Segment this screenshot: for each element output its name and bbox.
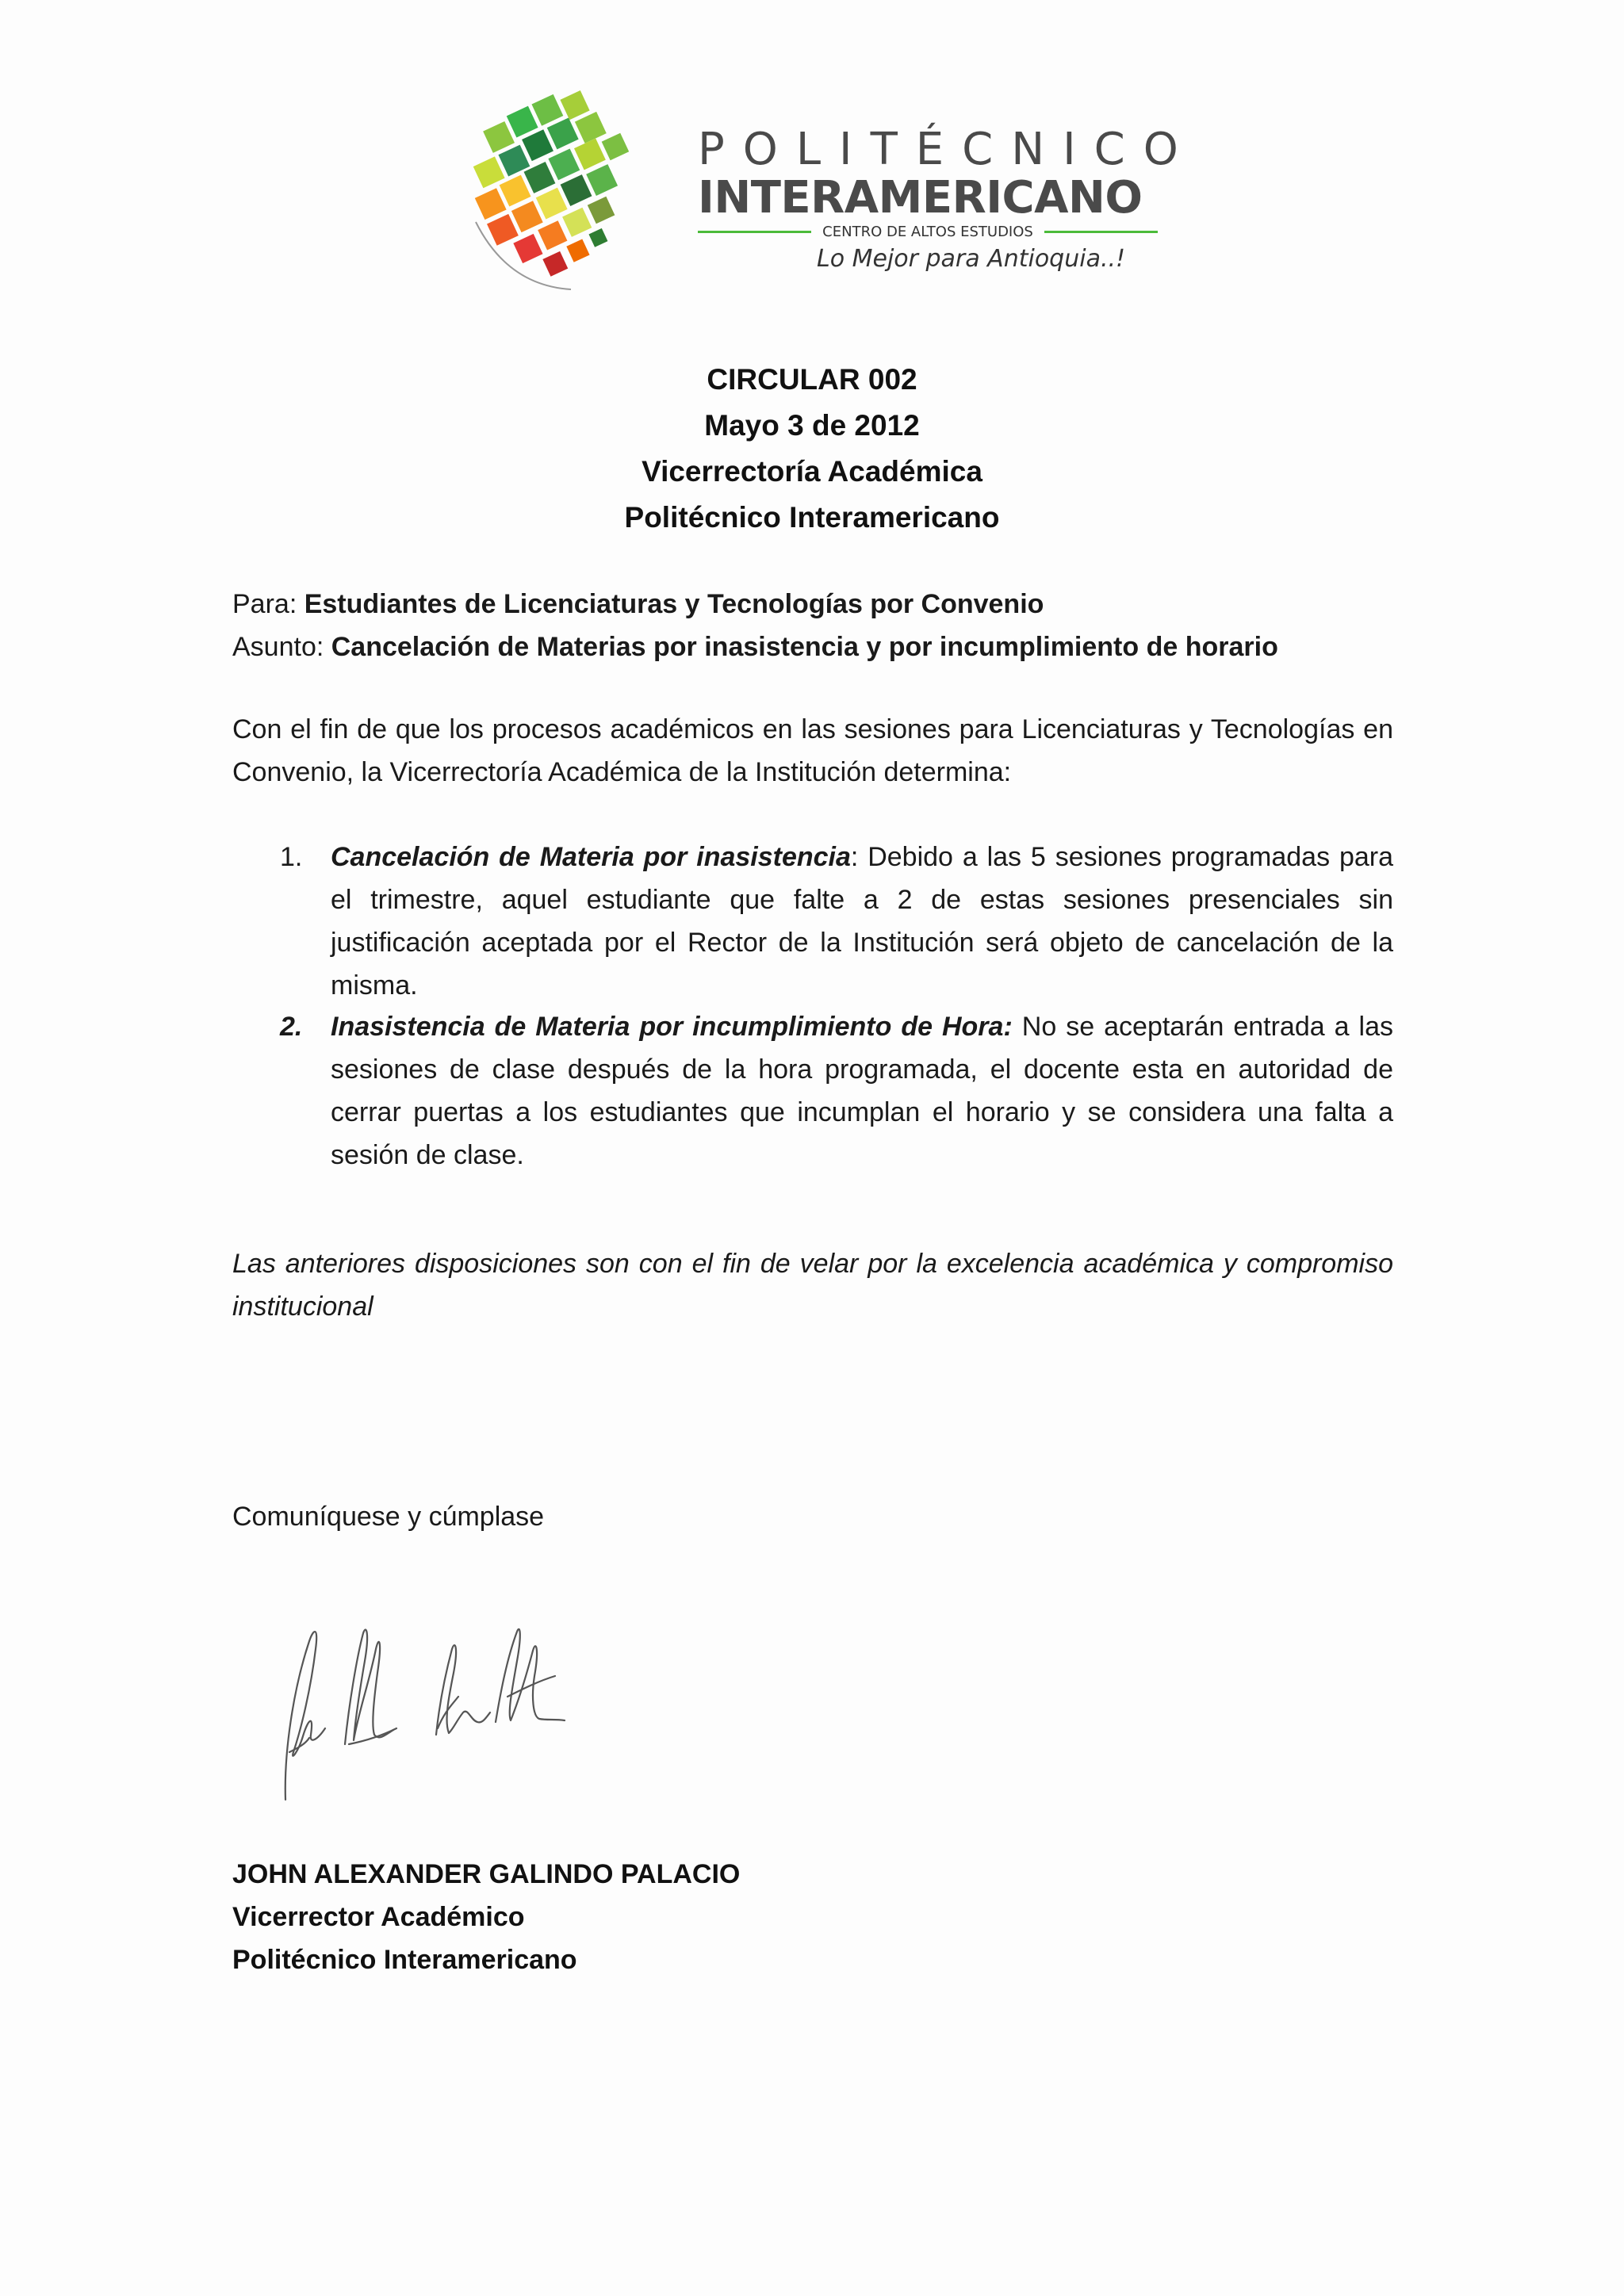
institution-logo — [460, 87, 1197, 301]
item-separator: : — [850, 842, 868, 872]
item-separator — [1013, 1012, 1022, 1042]
brand-subtitle-row — [698, 224, 1158, 240]
addressing-block — [232, 583, 1393, 668]
circular-header — [0, 357, 1624, 541]
item-body: Debido a las 5 sesiones programadas para el trimestre, aquel estudiante que falte a 2 de estas sesiones presenciales sin justificación aceptada por el Rector de la Institución será objeto de cancelación de la misma. — [331, 842, 1393, 1001]
circular-date: Mayo 3 de 2012 — [704, 409, 920, 442]
item-number: 1. — [280, 842, 303, 872]
brand-text — [698, 124, 1197, 273]
item-body: No se aceptarán entrada a las sesiones de clase después de la hora programada, el docente esta en autoridad de cerrar puertas a los estudiantes que incumplan el horario y se considera una falta a sesión de clase. — [331, 1012, 1394, 1170]
item-title: Cancelación de Materia por inasistencia — [331, 842, 851, 872]
issuing-institution: Politécnico Interamericano — [624, 501, 1000, 534]
asunto-label: Asunto: — [232, 632, 331, 662]
globe-logo-icon — [460, 87, 666, 293]
intro-paragraph: Con el fin de que los procesos académicos en las sesiones para Licenciaturas y Tecnologías en Convenio, la Vicerrectoría Académica de la Institución determina: — [232, 714, 1393, 787]
brand-name-line2: INTERAMERICANO — [698, 172, 1143, 224]
brand-subtitle: CENTRO DE ALTOS ESTUDIOS — [822, 224, 1033, 240]
circular-number: CIRCULAR 002 — [707, 363, 917, 396]
closing-statement: Las anteriores disposiciones son con el fin de velar por la excelencia académica y compromiso institucional — [232, 1249, 1393, 1322]
asunto-line — [232, 626, 1393, 668]
signer-name: JOHN ALEXANDER GALINDO PALACIO — [232, 1859, 741, 1889]
brand-name-line1: POLITÉCNICO — [698, 124, 1197, 175]
para-label: Para: — [232, 589, 304, 619]
sign-off: Comuníquese y cúmplase — [232, 1502, 545, 1532]
divider — [698, 231, 811, 233]
list-item — [232, 1005, 1393, 1177]
issuing-office: Vicerrectoría Académica — [642, 455, 982, 488]
brand-slogan: Lo Mejor para Antioquia..! — [817, 245, 1126, 273]
list-item — [232, 836, 1393, 1007]
divider — [1044, 231, 1158, 233]
signer-title: Vicerrector Académico — [232, 1902, 525, 1932]
item-number: 2. — [280, 1012, 303, 1042]
para-line — [232, 583, 1393, 626]
signer-block — [232, 1853, 740, 1981]
item-text — [331, 1005, 1393, 1177]
item-title: Inasistencia de Materia por incumplimiento de Hora: — [331, 1012, 1013, 1042]
item-text — [331, 836, 1393, 1007]
signer-institution: Politécnico Interamericano — [232, 1945, 577, 1975]
para-value: Estudiantes de Licenciaturas y Tecnologías por Convenio — [304, 589, 1044, 619]
handwritten-signature — [270, 1594, 619, 1816]
asunto-value: Cancelación de Materias por inasistencia y por incumplimiento de horario — [331, 632, 1278, 662]
